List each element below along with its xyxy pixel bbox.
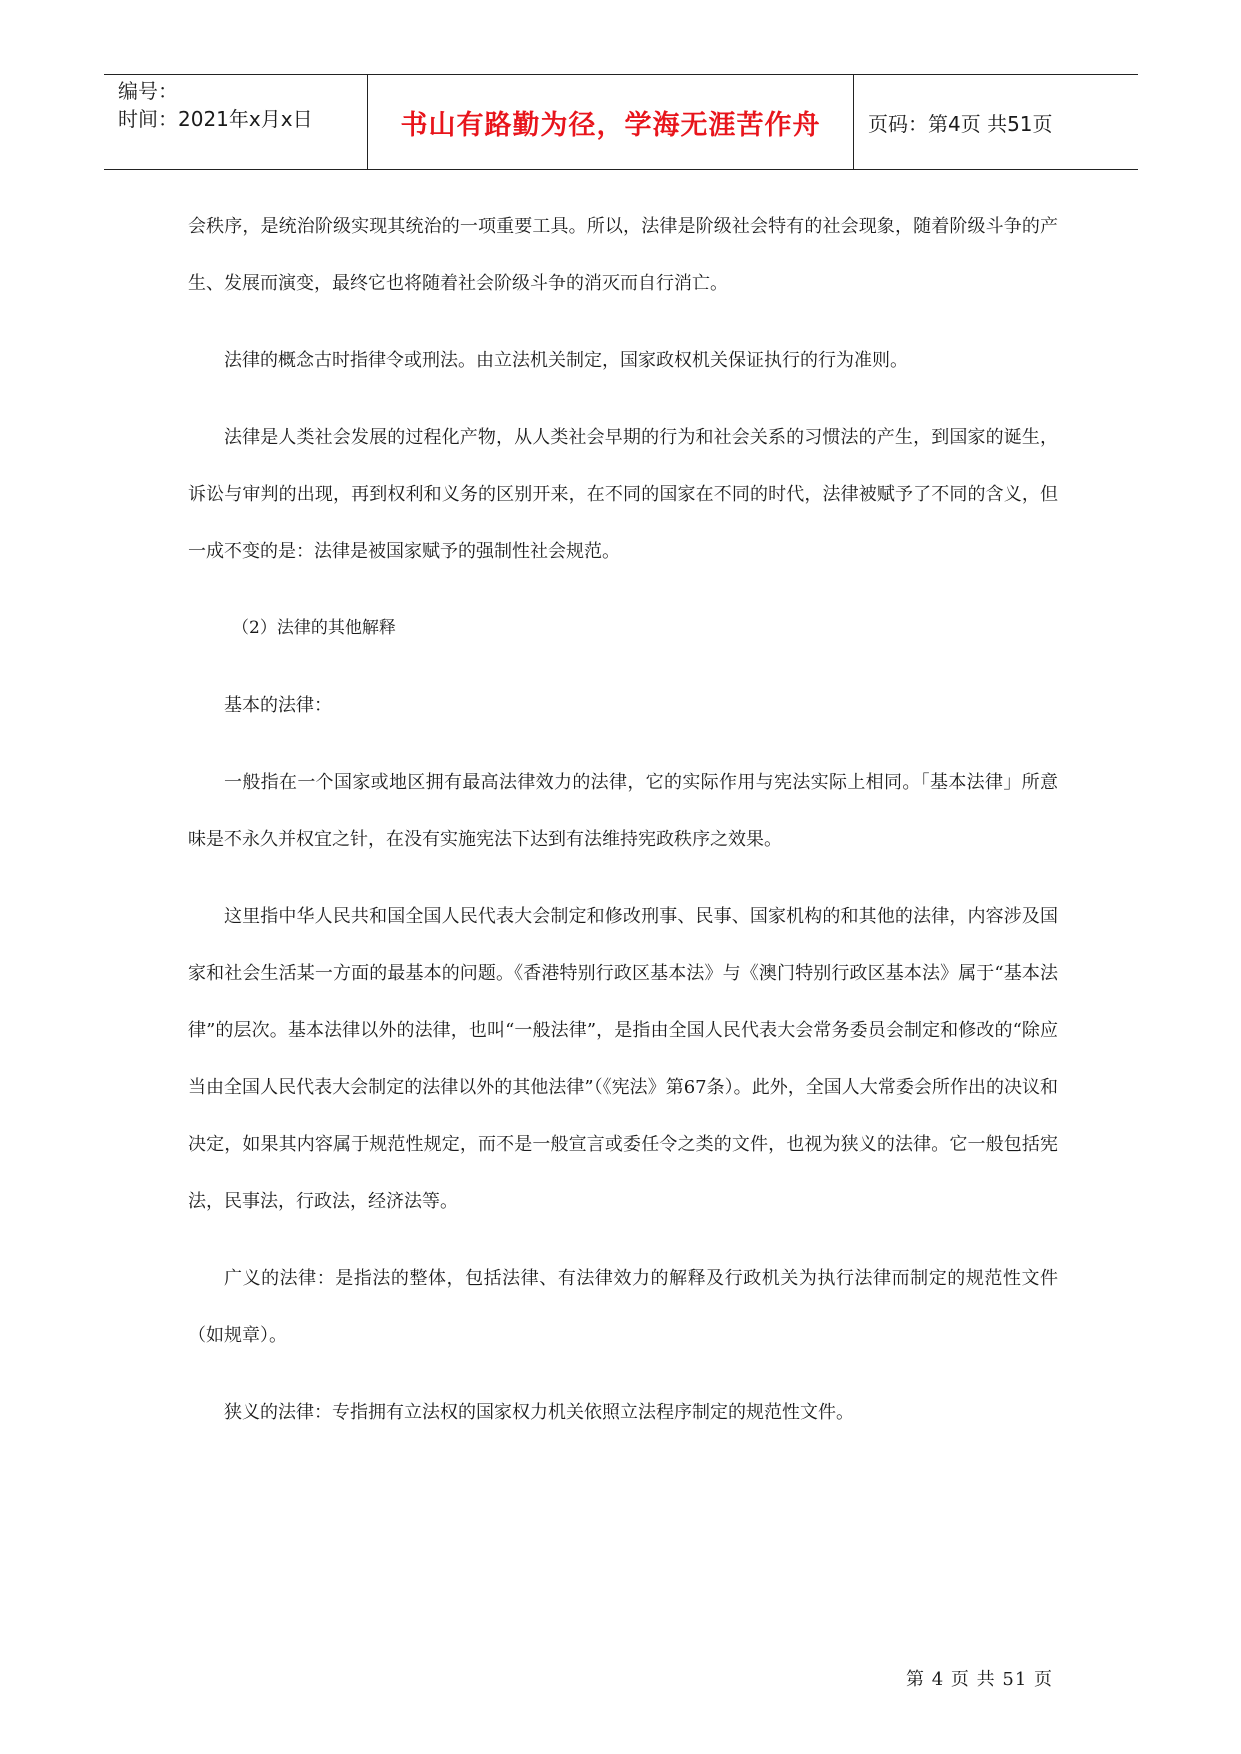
header-motto: 书山有路勤为径，学海无涯苦作舟 [368,75,854,169]
header-page-info: 页码：第4页 共51页 [868,111,1053,136]
paragraph-basic-law-definition: 一般指在一个国家或地区拥有最高法律效力的法律，它的实际作用与宪法实际上相同。「基本法律」所意味是不永久并权宜之针，在没有实施宪法下达到有法维持宪政秩序之效果。 [188,772,1058,850]
subheading-basic-law: 基本的法律： [224,695,332,716]
page-header [104,74,1138,170]
paragraph-basic-law-prc: 这里指中华人民共和国全国人民代表大会制定和修改刑事、民事、国家机构的和其他的法律，内容涉及国家和社会生活某一方面的最基本的问题。《香港特别行政区基本法》与《澳门特别行政区基本法》属于“基本法律”的层次。基本法律以外的法律，也叫“一般法律”，是指由全国人民代表大会常务委员会制定和修改的“除应当由全国人民代表大会制定的法律以外的其他法律”（《宪法》第67条）。此外，全国人大常委会所作出的决议和决定，如果其内容属于规范性规定，而不是一般宣言或委任令之类的文件，也视为狭义的法律。它一般包括宪法，民事法，行政法，经济法等。 [188,906,1058,1212]
paragraph-social-order: 会秩序，是统治阶级实现其统治的一项重要工具。所以，法律是阶级社会特有的社会现象，随着阶级斗争的产生、发展而演变，最终它也将随着社会阶级斗争的消灭而自行消亡。 [188,216,1058,294]
page-footer-number: 第 4 页 共 51 页 [906,1669,1053,1690]
paragraph-broad-law: 广义的法律：是指法的整体，包括法律、有法律效力的解释及行政机关为执行法律而制定的规范性文件（如规章）。 [188,1268,1058,1346]
serial-label: 编号： [118,79,178,103]
paragraph-narrow-law: 狭义的法律：专指拥有立法权的国家权力机关依照立法程序制定的规范性文件。 [224,1402,854,1423]
date-label: 时间：2021年x月x日 [118,107,313,131]
paragraph-law-evolution: 法律是人类社会发展的过程化产物，从人类社会早期的行为和社会关系的习惯法的产生，到国家的诞生，诉讼与审判的出现，再到权利和义务的区别开来，在不同的国家在不同的时代，法律被赋予了不同的含义，但一成不变的是：法律是被国家赋予的强制性社会规范。 [188,427,1058,562]
document-body [188,198,1058,1461]
section-heading-other-interpretations: （2）法律的其他解释 [232,618,396,638]
header-meta [104,75,368,169]
paragraph-law-concept: 法律的概念古时指律令或刑法。由立法机关制定，国家政权机关保证执行的行为准则。 [224,350,908,371]
